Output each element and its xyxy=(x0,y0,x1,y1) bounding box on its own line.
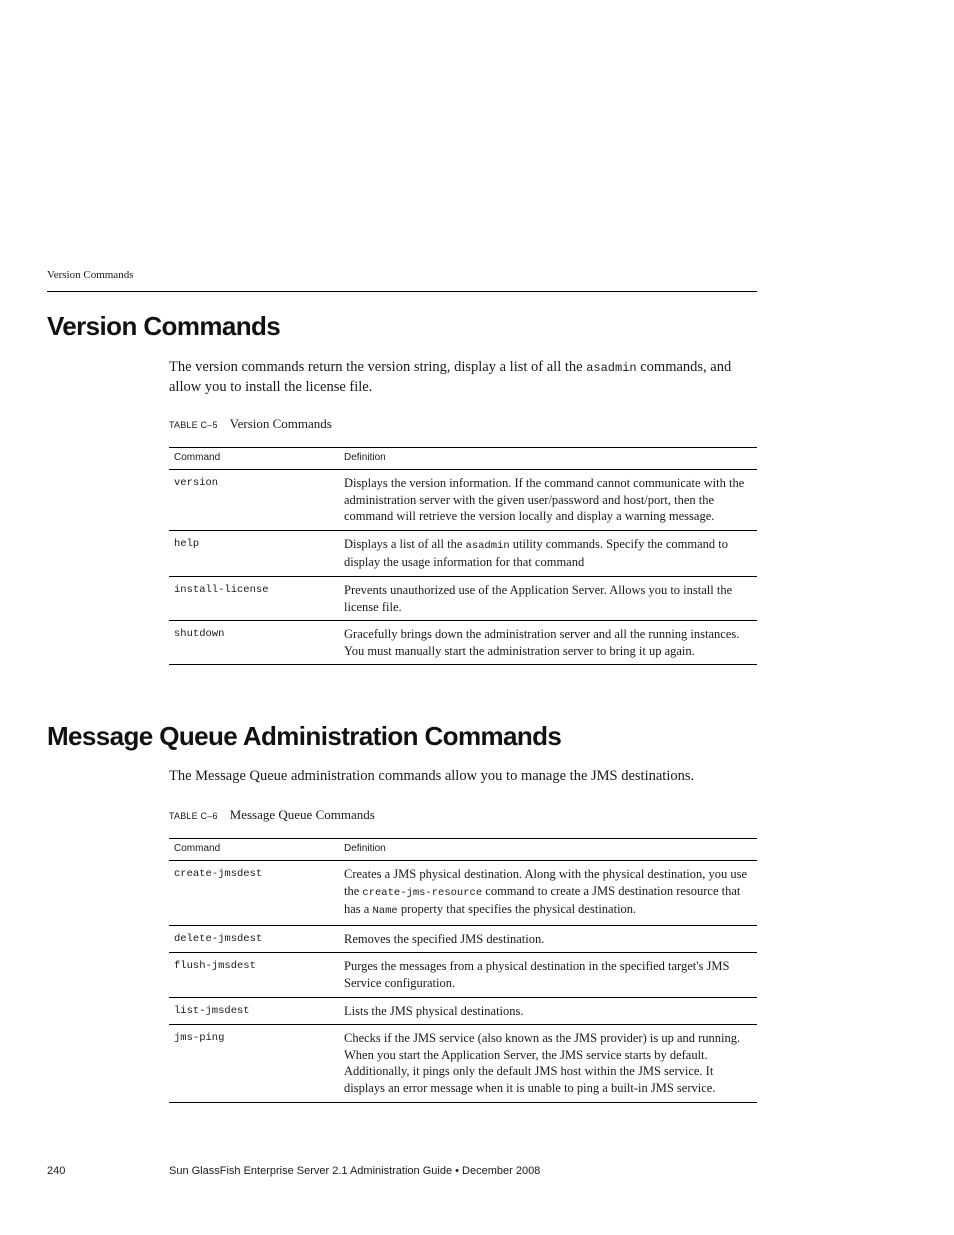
definition-text: Creates a JMS physical destination. Along with the physical destination, you use the xyxy=(344,867,748,898)
definition-text: Gracefully brings down the administration server and all the running instances. You must manually start the administration server to bring it up again. xyxy=(344,627,740,658)
table-row xyxy=(169,925,757,953)
definition-cell xyxy=(339,953,757,997)
definition-text: Displays the version information. If the command cannot communicate with the administration server with the given user/password and host/port, then the command will retrieve the version locally and display a warning message. xyxy=(344,476,745,524)
definition-code: Name xyxy=(372,905,398,918)
table-caption-number: TABLE C–5 xyxy=(169,420,218,430)
intro-text: The Message Queue administration commands allow you to manage the JMS destinations. xyxy=(169,768,695,784)
definition-text: Removes the specified JMS destination. xyxy=(344,931,545,946)
version-commands-table xyxy=(169,447,757,665)
definition-cell xyxy=(339,621,757,665)
definition-code: create-jms-resource xyxy=(362,886,483,899)
table-row xyxy=(169,1025,757,1102)
command-cell: create-jmsdest xyxy=(169,861,339,926)
definition-cell xyxy=(339,925,757,953)
table-row xyxy=(169,621,757,665)
column-header-definition: Definition xyxy=(339,839,757,861)
section-intro-message-queue xyxy=(169,767,759,786)
command-cell: install-license xyxy=(169,576,339,620)
column-header-command: Command xyxy=(169,839,339,861)
command-cell: flush-jmsdest xyxy=(169,953,339,997)
definition-text: Displays a list of all the xyxy=(344,536,466,551)
definition-text: utility commands. Specify the command to display the usage information for that command xyxy=(344,536,728,570)
definition-cell xyxy=(339,1025,757,1102)
table-caption-title: Message Queue Commands xyxy=(229,807,375,822)
command-cell: shutdown xyxy=(169,621,339,665)
column-header-definition: Definition xyxy=(339,448,757,470)
table-caption-number: TABLE C–6 xyxy=(169,811,218,821)
page-number: 240 xyxy=(47,1165,66,1177)
command-cell: help xyxy=(169,530,339,576)
table-caption-version xyxy=(169,416,332,432)
message-queue-commands-table xyxy=(169,838,757,1103)
definition-code: asadmin xyxy=(465,539,510,552)
intro-text: commands, and allow you to install the license file. xyxy=(169,359,732,395)
table-body xyxy=(169,470,757,665)
definition-text: command to create a JMS destination resource that has a xyxy=(344,883,741,917)
command-cell: version xyxy=(169,470,339,531)
definition-text: Lists the JMS physical destinations. xyxy=(344,1003,524,1018)
section-heading-message-queue: Message Queue Administration Commands xyxy=(47,721,562,751)
command-cell: jms-ping xyxy=(169,1025,339,1102)
table-row xyxy=(169,576,757,620)
header-rule xyxy=(47,291,757,292)
column-header-command: Command xyxy=(169,448,339,470)
definition-text: Prevents unauthorized use of the Application Server. Allows you to install the license file. xyxy=(344,582,733,614)
intro-text: The version commands return the version string, display a list of all the xyxy=(169,359,587,375)
section-intro-version xyxy=(169,358,759,397)
definition-text: Checks if the JMS service (also known as the JMS provider) is up and running. When you start the Application Server, the JMS service starts by default. Additionally, it pings only the default JMS host within the JMS service. It displays an error message when it is unable to ping a built-in JMS service. xyxy=(344,1031,741,1095)
section-heading-version: Version Commands xyxy=(47,311,281,341)
definition-cell xyxy=(339,470,757,531)
table-row xyxy=(169,530,757,576)
definition-cell xyxy=(339,997,757,1025)
footer-book-title: Sun GlassFish Enterprise Server 2.1 Administration Guide • December 2008 xyxy=(169,1165,541,1177)
table-row xyxy=(169,997,757,1025)
table-row xyxy=(169,470,757,531)
definition-cell xyxy=(339,576,757,620)
table-row xyxy=(169,861,757,926)
table-body xyxy=(169,861,757,1103)
definition-cell xyxy=(339,861,757,926)
intro-code: asadmin xyxy=(586,361,637,375)
definition-text: Purges the messages from a physical destination in the specified target's JMS Service configuration. xyxy=(344,959,730,990)
table-row xyxy=(169,953,757,997)
running-head: Version Commands xyxy=(47,269,134,281)
command-cell: delete-jmsdest xyxy=(169,925,339,953)
command-cell: list-jmsdest xyxy=(169,997,339,1025)
table-caption-message-queue xyxy=(169,807,375,823)
table-caption-title: Version Commands xyxy=(229,416,332,431)
definition-text: property that specifies the physical destination. xyxy=(397,902,637,917)
definition-cell xyxy=(339,530,757,576)
